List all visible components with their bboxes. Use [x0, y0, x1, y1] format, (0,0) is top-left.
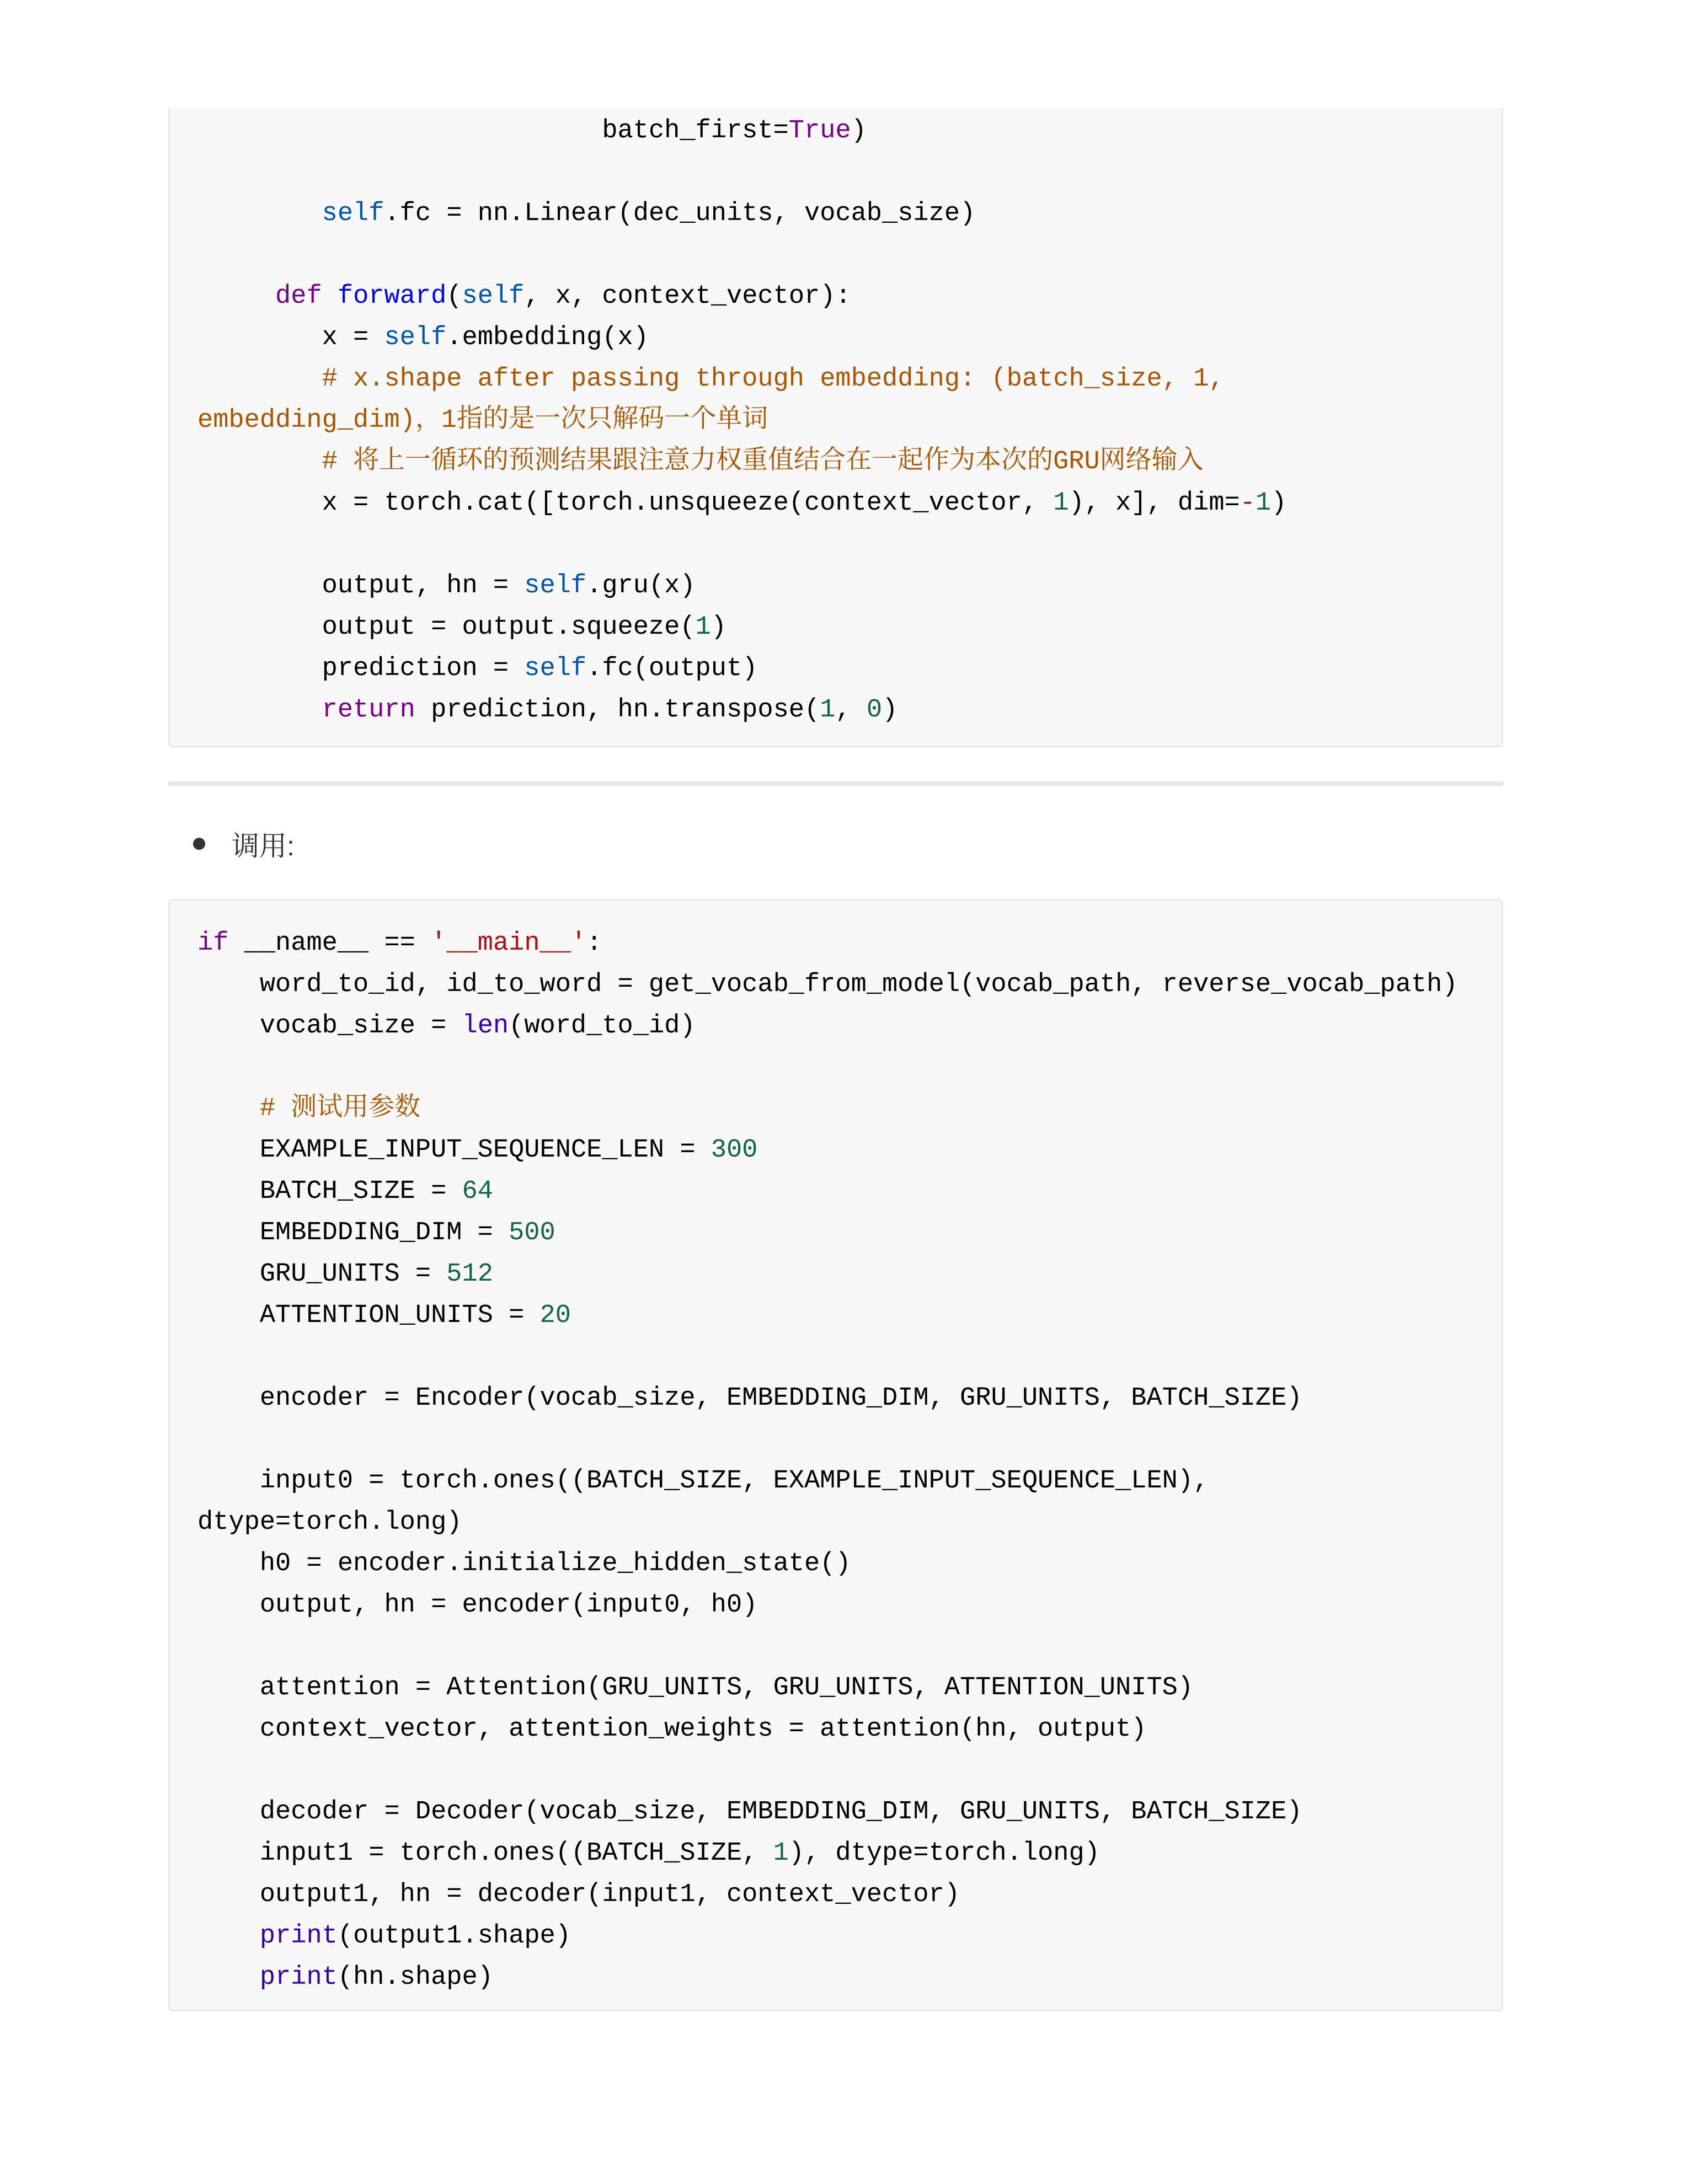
code-token	[197, 695, 322, 725]
code-line	[197, 193, 1491, 234]
code-line	[197, 483, 1491, 524]
code-token: context_vector, attention_weights = attention(hn, output)	[197, 1715, 1147, 1744]
code-line	[197, 1254, 1491, 1295]
code-line	[197, 110, 1491, 152]
horizontal-divider	[168, 781, 1503, 786]
code-line	[197, 1295, 1491, 1336]
code-line	[197, 648, 1491, 689]
code-token: attention = Attention(GRU_UNITS, GRU_UNITS, ATTENTION_UNITS)	[197, 1673, 1194, 1703]
code-token: BATCH_SIZE =	[197, 1177, 462, 1206]
code-token: x =	[197, 323, 384, 352]
code-token: self	[524, 654, 587, 683]
code-token: output = output.squeeze(	[197, 613, 696, 642]
code-token: vocab_size =	[197, 1011, 462, 1041]
code-line	[197, 689, 1491, 731]
code-token: )	[882, 695, 898, 725]
code-token: forward	[337, 282, 447, 311]
code-line	[197, 1047, 1491, 1088]
code-line	[197, 400, 1491, 441]
code-token: 1	[773, 1839, 789, 1868]
code-token: )	[851, 116, 867, 146]
code-token: True	[788, 116, 851, 146]
code-token: h0 = encoder.initialize_hidden_state()	[197, 1549, 851, 1578]
code-token: .fc = nn.Linear(dec_units, vocab_size)	[384, 199, 976, 228]
bullet-icon	[193, 838, 205, 850]
code-token: __name__ ==	[228, 929, 431, 958]
code-token: ), x], dim=	[1069, 489, 1240, 518]
code-line	[197, 1585, 1491, 1626]
code-line	[197, 1833, 1491, 1874]
code-token: input1 = torch.ones((BATCH_SIZE,	[197, 1839, 773, 1868]
list-item	[193, 825, 295, 863]
code-token	[197, 365, 322, 394]
code-token: (	[446, 282, 462, 311]
list-item-label: 调用:	[232, 831, 295, 861]
code-token: # 测试用参数	[259, 1094, 421, 1123]
code-line	[197, 276, 1491, 317]
code-token	[197, 282, 275, 311]
code-line	[197, 1791, 1491, 1833]
code-token: self	[322, 199, 384, 228]
code-token: .gru(x)	[586, 571, 696, 601]
code-token: prediction, hn.transpose(	[415, 695, 820, 725]
code-token: output1, hn = decoder(input1, context_vector)	[197, 1880, 960, 1909]
code-token: 300	[711, 1136, 758, 1165]
code-line	[197, 1543, 1491, 1585]
code-token: dtype=torch.long)	[197, 1508, 462, 1537]
code-token: GRU_UNITS =	[197, 1260, 447, 1289]
code-line	[197, 1957, 1491, 1998]
code-token: .fc(output)	[586, 654, 758, 683]
code-token: prediction =	[197, 654, 525, 683]
code-token: ATTENTION_UNITS =	[197, 1301, 540, 1330]
code-line	[197, 1502, 1491, 1543]
code-token: 0	[866, 695, 883, 725]
code-token	[197, 1963, 260, 1992]
code-token: batch_first=	[197, 116, 789, 146]
code-block-decoder	[168, 108, 1503, 747]
code-token: x = torch.cat([torch.unsqueeze(context_vector,	[197, 489, 1054, 518]
code-line	[197, 1874, 1491, 1915]
code-line	[197, 358, 1491, 400]
code-token: )	[1271, 489, 1287, 518]
code-token: (word_to_id)	[509, 1011, 696, 1041]
code-token: # x.shape after passing through embedding: (batch_size, 1,	[322, 365, 1225, 394]
code-token: def	[275, 282, 322, 311]
code-token: :	[586, 929, 602, 958]
code-token: 1	[1255, 489, 1272, 518]
code-token: 1	[1053, 489, 1069, 518]
code-token: , x, context_vector):	[524, 282, 851, 311]
code-line	[197, 1915, 1491, 1957]
code-token: output, hn = encoder(input0, h0)	[197, 1591, 758, 1620]
code-line	[197, 441, 1491, 483]
code-line	[197, 1460, 1491, 1502]
code-line	[197, 1626, 1491, 1667]
code-line	[197, 1667, 1491, 1709]
code-token: 64	[462, 1177, 493, 1206]
code-token: (hn.shape)	[337, 1963, 493, 1992]
code-token	[197, 1094, 260, 1123]
code-token: '__main__'	[431, 929, 587, 958]
code-token: ,	[835, 695, 867, 725]
code-line	[197, 1171, 1491, 1212]
code-token: # 将上一循环的预测结果跟注意力权重值结合在一起作为本次的GRU网络输入	[322, 447, 1204, 477]
code-token: 1	[695, 613, 711, 642]
code-token	[197, 1921, 260, 1951]
code-token: 1	[820, 695, 836, 725]
code-token: input0 = torch.ones((BATCH_SIZE, EXAMPLE_INPUT_SEQUENCE_LEN),	[197, 1466, 1209, 1496]
code-token: (output1.shape)	[337, 1921, 571, 1951]
code-token: -	[1240, 489, 1256, 518]
code-token: decoder = Decoder(vocab_size, EMBEDDING_DIM, GRU_UNITS, BATCH_SIZE)	[197, 1797, 1302, 1827]
code-token: len	[462, 1011, 509, 1041]
code-token: 512	[446, 1260, 493, 1289]
code-lines	[197, 110, 1491, 731]
code-line	[197, 1088, 1491, 1130]
code-token: ), dtype=torch.long)	[788, 1839, 1100, 1868]
code-token: 20	[539, 1301, 571, 1330]
code-line	[197, 524, 1491, 565]
code-line	[197, 1419, 1491, 1460]
code-token	[322, 282, 338, 311]
code-token: EMBEDDING_DIM =	[197, 1218, 509, 1248]
code-token: self	[524, 571, 587, 601]
code-line	[197, 234, 1491, 276]
code-token: 500	[509, 1218, 555, 1248]
code-block-main	[168, 899, 1503, 2011]
code-line	[197, 1005, 1491, 1047]
code-line	[197, 317, 1491, 358]
code-line	[197, 1212, 1491, 1254]
code-line	[197, 1709, 1491, 1750]
code-token: return	[322, 695, 415, 725]
code-token: )	[711, 613, 727, 642]
code-token: print	[259, 1963, 338, 1992]
code-token: word_to_id, id_to_word = get_vocab_from_model(vocab_path, reverse_vocab_path)	[197, 970, 1458, 999]
code-line	[197, 1130, 1491, 1171]
code-token	[197, 447, 322, 477]
code-line	[197, 1336, 1491, 1378]
code-token: EXAMPLE_INPUT_SEQUENCE_LEN =	[197, 1136, 711, 1165]
code-token: embedding_dim)，1指的是一次只解码一个单词	[197, 406, 768, 435]
code-token	[197, 199, 322, 228]
code-line	[197, 1378, 1491, 1419]
code-line	[197, 923, 1491, 964]
code-token: print	[259, 1921, 338, 1951]
code-line	[197, 964, 1491, 1005]
code-token: output, hn =	[197, 571, 525, 601]
code-token: .embedding(x)	[446, 323, 649, 352]
code-line	[197, 607, 1491, 648]
code-line	[197, 565, 1491, 607]
code-token: self	[384, 323, 447, 352]
code-token: encoder = Encoder(vocab_size, EMBEDDING_DIM, GRU_UNITS, BATCH_SIZE)	[197, 1384, 1302, 1413]
code-token: self	[462, 282, 525, 311]
code-line	[197, 152, 1491, 193]
code-line	[197, 1750, 1491, 1791]
code-token: if	[197, 929, 229, 958]
code-lines	[197, 923, 1491, 1998]
